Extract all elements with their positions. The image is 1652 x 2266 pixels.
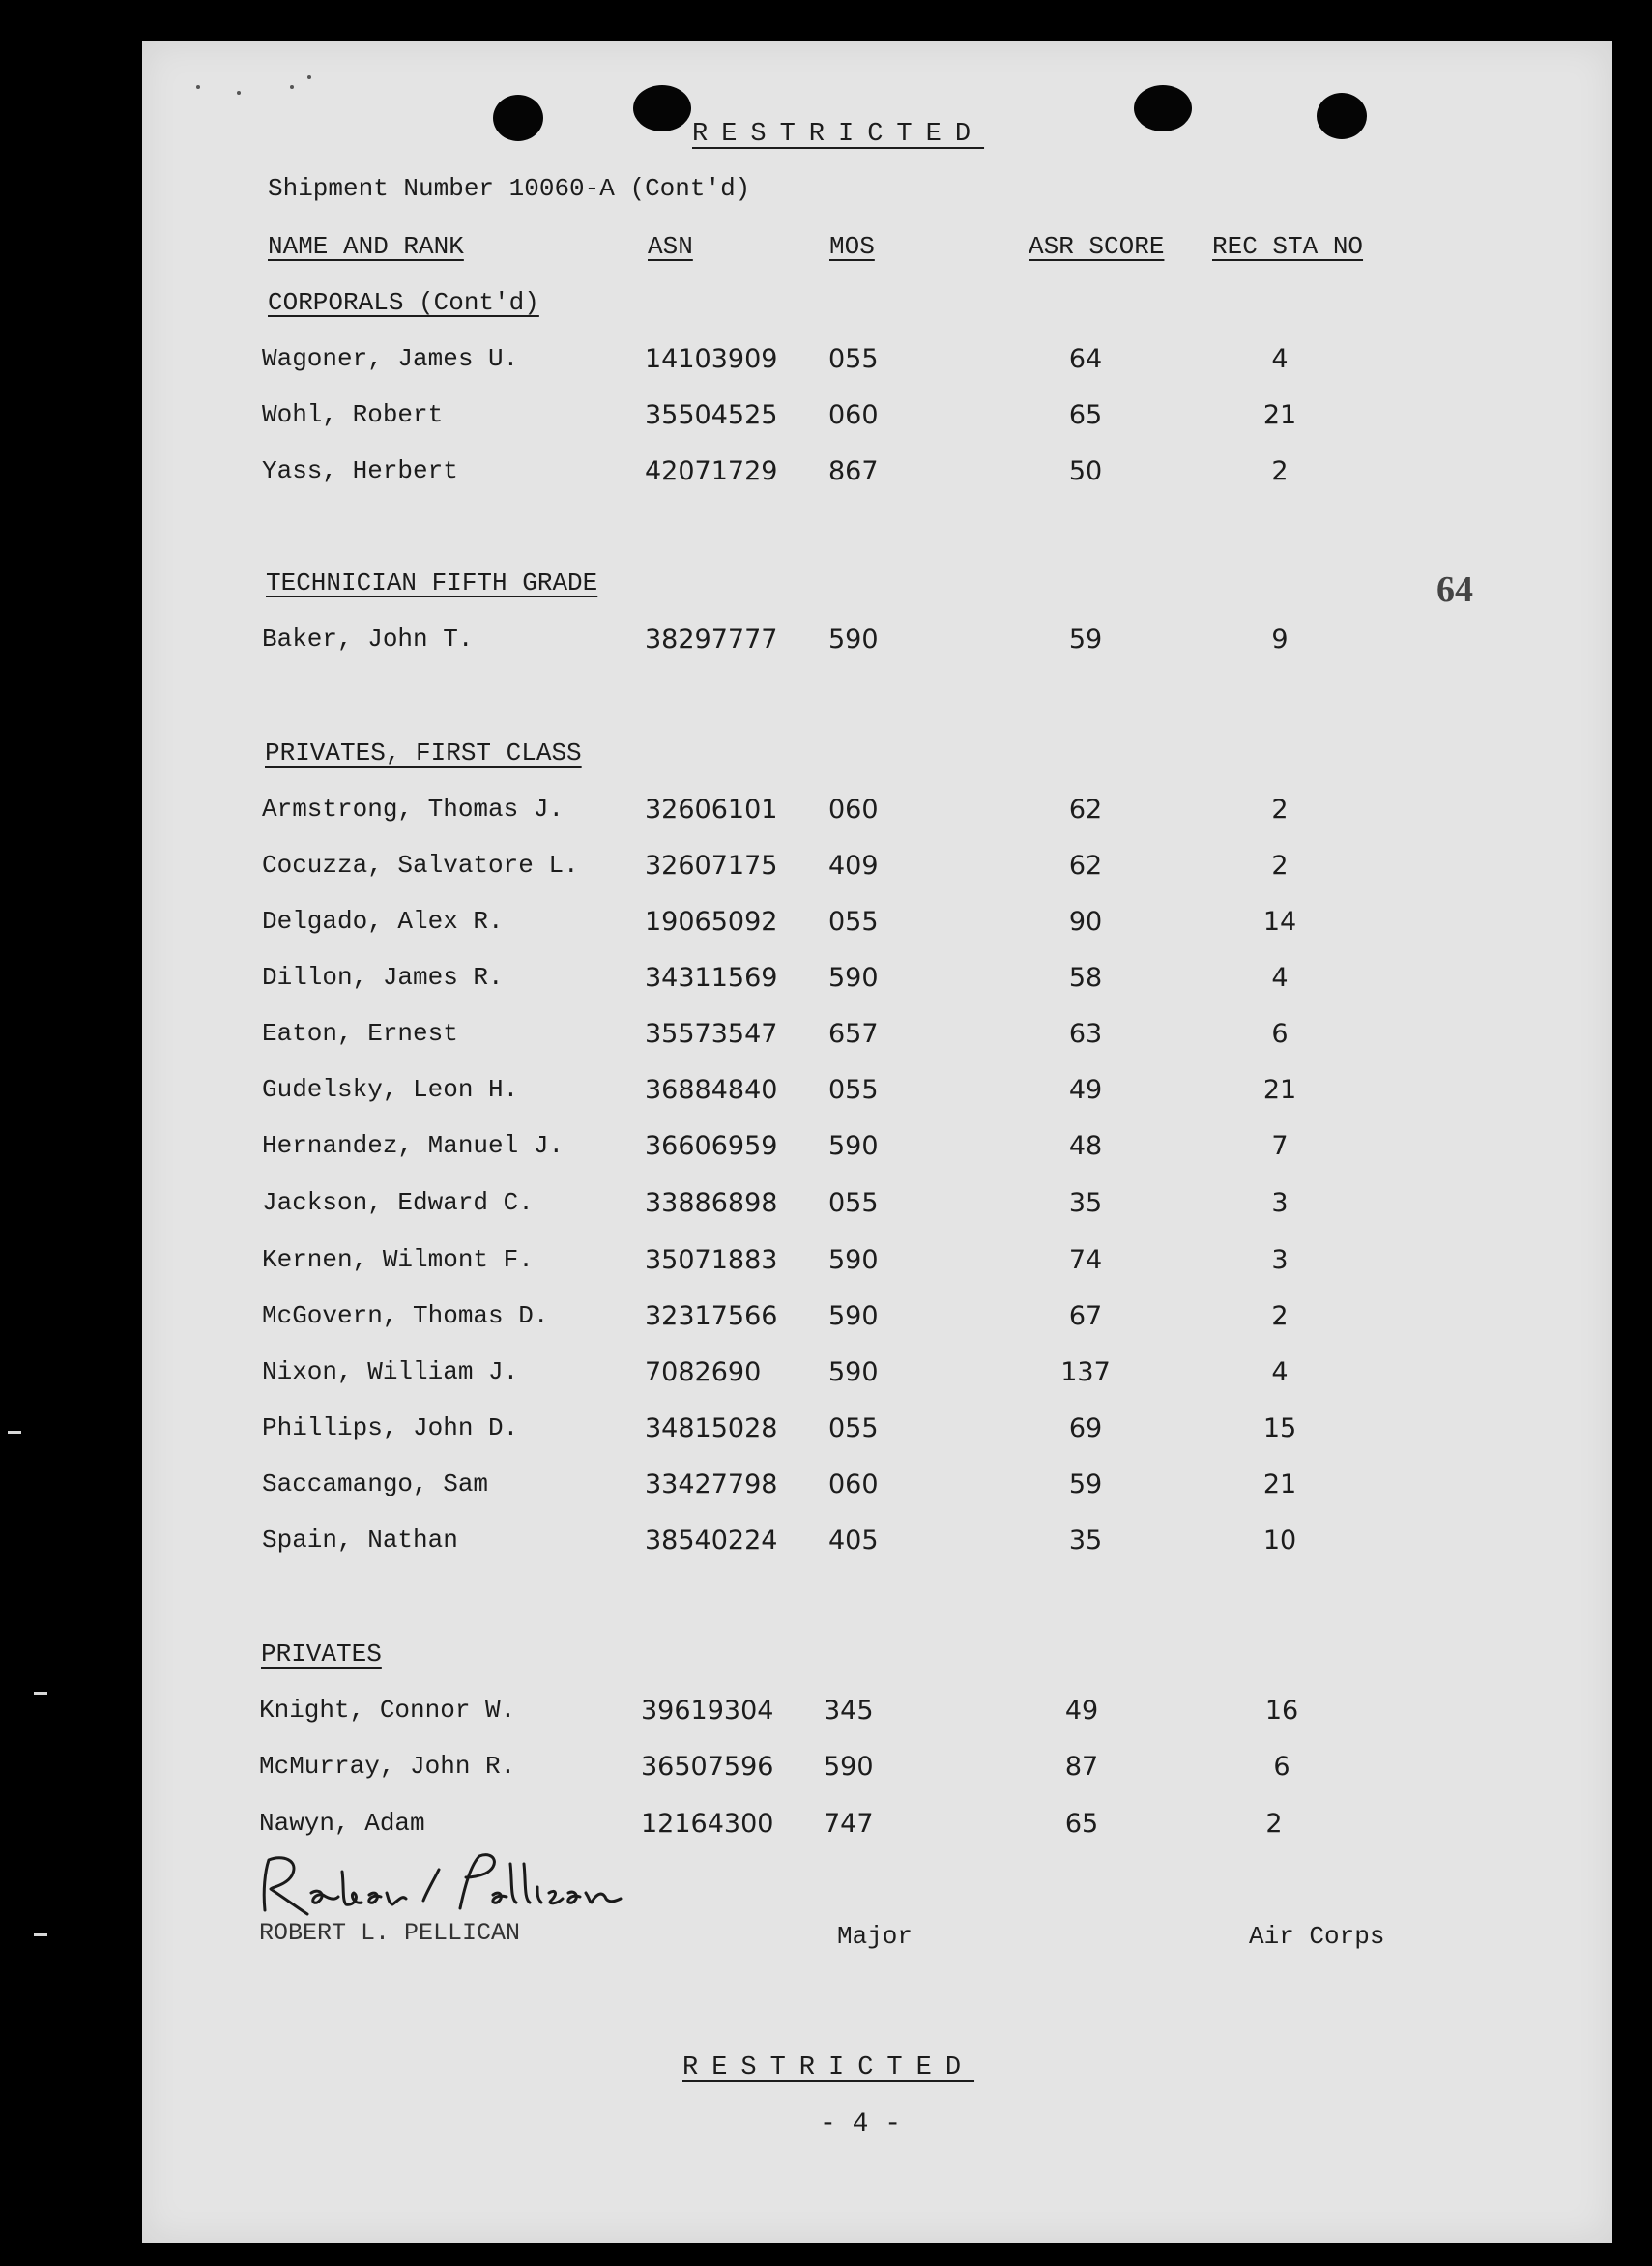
cell-name: Cocuzza, Salvatore L. [262,851,579,880]
cell-asn: 36507596 [641,1752,774,1782]
cell-asn: 35504525 [645,400,778,430]
cell-name: Wagoner, James U. [262,344,519,373]
paper-speck [196,85,200,89]
table-row [0,1075,1652,1114]
cell-rec: 6 [1271,1019,1289,1049]
cell-mos: 657 [828,1019,879,1049]
cell-mos: 590 [828,1301,879,1331]
cell-asn: 32317566 [645,1301,778,1331]
page-number: - 4 - [820,2109,902,2139]
table-row [0,1413,1652,1452]
table-row [0,963,1652,1002]
cell-name: Saccamango, Sam [262,1469,489,1498]
cell-asn: 12164300 [641,1809,774,1839]
table-row [0,625,1652,663]
cell-asn: 39619304 [641,1696,774,1726]
cell-mos: 409 [828,851,879,881]
cell-rec: 4 [1271,344,1289,374]
table-row [0,1019,1652,1058]
cell-mos: 060 [828,1469,879,1499]
table-row [0,1525,1652,1564]
restricted-footer: RESTRICTED [682,2053,975,2082]
section-title-privates-first-class: PRIVATES, FIRST CLASS [265,739,582,768]
section-title-privates: PRIVATES [261,1640,382,1669]
punch-hole-3 [1134,85,1192,131]
cell-rec: 7 [1271,1131,1289,1161]
cell-asr: 35 [1068,1188,1103,1218]
cell-asr: 137 [1060,1357,1111,1387]
cell-rec: 9 [1271,625,1289,654]
signer-name: ROBERT L. PELLICAN [259,1919,521,1947]
cell-asr: 90 [1068,907,1103,937]
cell-name: Nixon, William J. [262,1357,519,1386]
column-header-asr-score: ASR SCORE [1029,232,1165,261]
table-row [0,907,1652,945]
cell-mos: 590 [824,1752,874,1782]
margin-mark [34,1692,47,1695]
cell-mos: 405 [828,1525,879,1555]
cell-mos: 060 [828,795,879,825]
cell-rec: 21 [1262,1469,1297,1499]
cell-name: Knight, Connor W. [259,1696,516,1725]
cell-mos: 590 [828,1245,879,1275]
cell-name: Hernandez, Manuel J. [262,1131,565,1160]
cell-rec: 2 [1271,1301,1289,1331]
cell-name: Baker, John T. [262,625,474,654]
shipment-number: Shipment Number 10060-A (Cont'd) [268,174,751,203]
cell-rec: 6 [1273,1752,1290,1782]
paper-speck [237,91,241,95]
cell-asn: 7082690 [645,1357,762,1387]
cell-name: Gudelsky, Leon H. [262,1075,519,1104]
table-row [0,1696,1652,1734]
cell-asr: 69 [1068,1413,1103,1443]
cell-name: Wohl, Robert [262,400,444,429]
cell-asr: 62 [1068,851,1103,881]
cell-asr: 67 [1068,1301,1103,1331]
cell-rec: 4 [1271,1357,1289,1387]
column-header-rec-sta-no: REC STA NO [1212,232,1364,261]
paper-speck [307,75,311,79]
cell-asr: 58 [1068,963,1103,993]
cell-name: Eaton, Ernest [262,1019,458,1048]
signer-rank: Major [837,1922,913,1951]
table-row [0,1301,1652,1340]
cell-asn: 32607175 [645,851,778,881]
restricted-header: RESTRICTED [692,120,985,149]
cell-mos: 060 [828,400,879,430]
cell-mos: 747 [824,1809,874,1839]
cell-rec: 10 [1262,1525,1297,1555]
cell-asr: 49 [1068,1075,1103,1105]
cell-mos: 590 [828,963,879,993]
cell-asr: 35 [1068,1525,1103,1555]
cell-rec: 21 [1262,400,1297,430]
cell-asn: 42071729 [645,456,778,486]
punch-hole-4 [1317,93,1367,139]
cell-mos: 055 [828,344,879,374]
cell-asr: 62 [1068,795,1103,825]
cell-name: Yass, Herbert [262,456,458,485]
cell-mos: 055 [828,1188,879,1218]
table-row [0,1469,1652,1508]
cell-mos: 055 [828,1413,879,1443]
cell-asn: 19065092 [645,907,778,937]
cell-asr: 74 [1068,1245,1103,1275]
cell-mos: 867 [828,456,879,486]
cell-name: Armstrong, Thomas J. [262,795,565,824]
cell-rec: 15 [1262,1413,1297,1443]
punch-hole-1 [493,95,543,141]
cell-asn: 35071883 [645,1245,778,1275]
table-row [0,851,1652,889]
cell-rec: 16 [1264,1696,1299,1726]
cell-rec: 21 [1262,1075,1297,1105]
cell-asr: 64 [1068,344,1103,374]
cell-rec: 2 [1271,795,1289,825]
cell-asr: 59 [1068,625,1103,654]
column-header-mos: MOS [829,232,875,261]
cell-rec: 3 [1271,1245,1289,1275]
cell-asn: 34815028 [645,1413,778,1443]
cell-asr: 50 [1068,456,1103,486]
cell-asn: 38297777 [645,625,778,654]
table-row [0,1245,1652,1284]
cell-mos: 590 [828,1357,879,1387]
punch-hole-2 [633,85,691,131]
cell-name: Jackson, Edward C. [262,1188,534,1217]
cell-rec: 4 [1271,963,1289,993]
section-title-technician-fifth-grade: TECHNICIAN FIFTH GRADE [266,568,598,597]
cell-asr: 65 [1064,1809,1099,1839]
cell-rec: 2 [1271,456,1289,486]
cell-name: Phillips, John D. [262,1413,519,1442]
cell-rec: 14 [1262,907,1297,937]
cell-asr: 59 [1068,1469,1103,1499]
cell-asn: 32606101 [645,795,778,825]
cell-name: McGovern, Thomas D. [262,1301,549,1330]
cell-name: Nawyn, Adam [259,1809,425,1838]
cell-rec: 2 [1271,851,1289,881]
cell-mos: 055 [828,907,879,937]
cell-asr: 63 [1068,1019,1103,1049]
paper-speck [290,85,294,89]
table-row [0,456,1652,495]
table-row [0,344,1652,383]
table-row [0,795,1652,833]
cell-asr: 49 [1064,1696,1099,1726]
table-row [0,1188,1652,1227]
cell-rec: 3 [1271,1188,1289,1218]
page-marker: 64 [1436,569,1473,610]
cell-name: McMurray, John R. [259,1752,516,1781]
signer-branch: Air Corps [1249,1922,1385,1951]
cell-asn: 33427798 [645,1469,778,1499]
cell-asn: 36606959 [645,1131,778,1161]
cell-asr: 65 [1068,400,1103,430]
margin-mark [34,1933,47,1936]
cell-asn: 33886898 [645,1188,778,1218]
cell-mos: 590 [828,625,879,654]
cell-mos: 345 [824,1696,874,1726]
table-row [0,400,1652,439]
cell-asn: 36884840 [645,1075,778,1105]
cell-name: Kernen, Wilmont F. [262,1245,534,1274]
table-row [0,1131,1652,1170]
cell-mos: 590 [828,1131,879,1161]
cell-asn: 14103909 [645,344,778,374]
cell-asr: 87 [1064,1752,1099,1782]
cell-name: Dillon, James R. [262,963,504,992]
cell-name: Spain, Nathan [262,1525,458,1554]
cell-mos: 055 [828,1075,879,1105]
cell-name: Delgado, Alex R. [262,907,504,936]
column-header-name: NAME AND RANK [268,232,464,261]
table-row [0,1752,1652,1790]
section-title-corporals: CORPORALS (Cont'd) [268,288,539,317]
cell-rec: 2 [1265,1809,1283,1839]
cell-asn: 34311569 [645,963,778,993]
cell-asr: 48 [1068,1131,1103,1161]
column-header-asn: ASN [648,232,693,261]
cell-asn: 38540224 [645,1525,778,1555]
table-row [0,1809,1652,1847]
table-row [0,1357,1652,1396]
cell-asn: 35573547 [645,1019,778,1049]
